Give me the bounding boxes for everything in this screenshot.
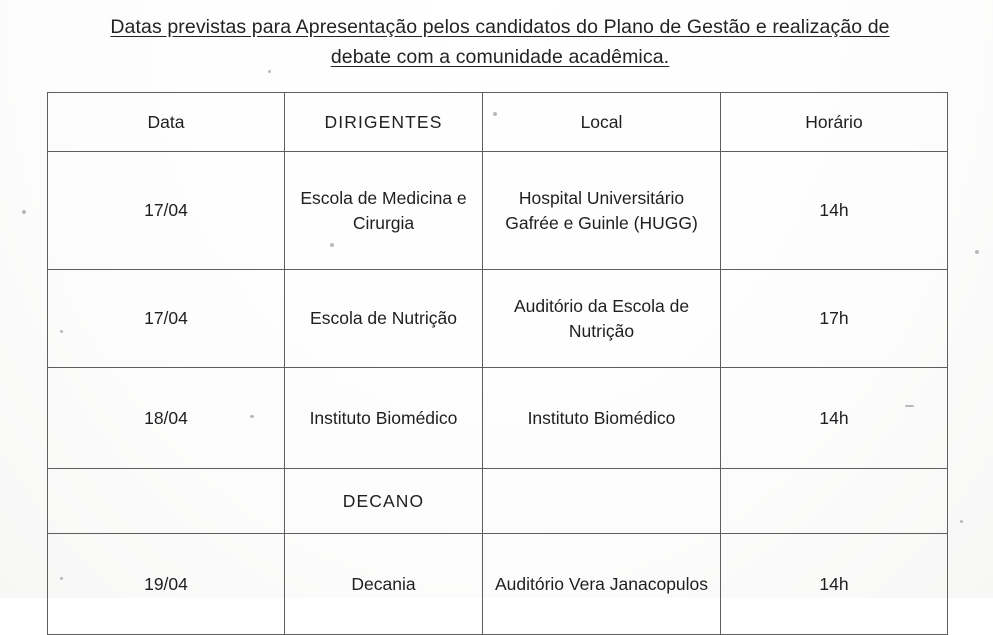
column-header-data: Data — [48, 93, 285, 152]
cell-local — [483, 469, 721, 534]
schedule-table — [47, 92, 948, 635]
cell-local: Instituto Biomédico — [483, 368, 721, 469]
cell-horario: 14h — [721, 152, 948, 270]
cell-dirigente: Escola de Nutrição — [285, 270, 483, 368]
table-row — [48, 368, 948, 469]
cell-data: 19/04 — [48, 534, 285, 635]
cell-horario — [721, 469, 948, 534]
table-row — [48, 534, 948, 635]
title-line-2: debate com a comunidade acadêmica. — [330, 46, 670, 69]
section-label-decano: DECANO — [285, 469, 483, 534]
document-title — [70, 12, 930, 72]
column-header-horario: Horário — [721, 93, 948, 152]
table-section-row — [48, 469, 948, 534]
table-row — [48, 270, 948, 368]
column-header-local: Local — [483, 93, 721, 152]
scan-speckle — [975, 250, 979, 254]
table-row — [48, 152, 948, 270]
cell-data: 18/04 — [48, 368, 285, 469]
cell-dirigente: Escola de Medicina e Cirurgia — [285, 152, 483, 270]
scan-speckle — [22, 210, 26, 214]
cell-data: 17/04 — [48, 270, 285, 368]
title-line-1: Datas previstas para Apresentação pelos candidatos do Plano de Gestão e realização de — [110, 16, 890, 38]
column-header-dirigentes: DIRIGENTES — [285, 93, 483, 152]
table-header-row — [48, 93, 948, 152]
cell-local: Auditório da Escola de Nutrição — [483, 270, 721, 368]
cell-horario: 14h — [721, 534, 948, 635]
cell-horario: 14h — [721, 368, 948, 469]
cell-dirigente: Decania — [285, 534, 483, 635]
cell-local: Auditório Vera Janacopulos — [483, 534, 721, 635]
cell-data: 17/04 — [48, 152, 285, 270]
cell-local: Hospital Universitário Gafrée e Guinle (HUGG) — [483, 152, 721, 270]
cell-dirigente: Instituto Biomédico — [285, 368, 483, 469]
cell-horario: 17h — [721, 270, 948, 368]
scan-speckle — [960, 520, 963, 523]
cell-data — [48, 469, 285, 534]
